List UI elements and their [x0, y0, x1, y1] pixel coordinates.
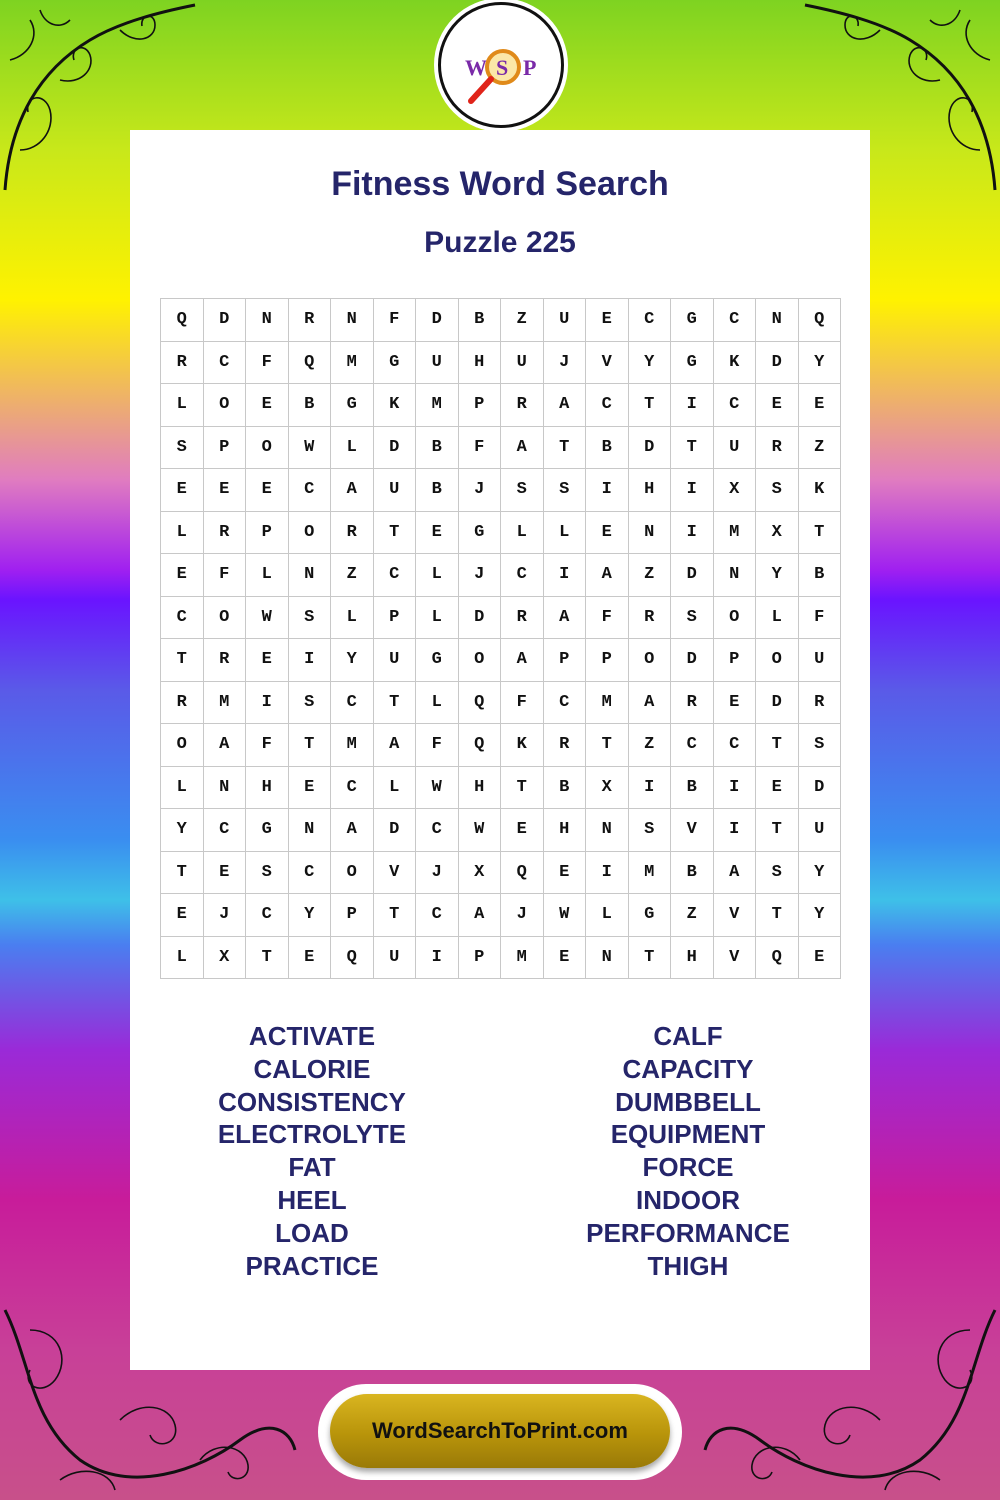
grid-cell[interactable]: E: [799, 384, 842, 427]
grid-cell[interactable]: B: [671, 852, 714, 895]
grid-cell[interactable]: L: [756, 597, 799, 640]
grid-cell[interactable]: F: [246, 342, 289, 385]
grid-cell[interactable]: L: [416, 682, 459, 725]
grid-cell[interactable]: H: [629, 469, 672, 512]
grid-cell[interactable]: B: [671, 767, 714, 810]
grid-cell[interactable]: T: [756, 809, 799, 852]
grid-cell[interactable]: D: [629, 427, 672, 470]
grid-cell[interactable]: Z: [629, 724, 672, 767]
grid-cell[interactable]: E: [161, 554, 204, 597]
grid-cell[interactable]: L: [501, 512, 544, 555]
grid-cell[interactable]: X: [459, 852, 502, 895]
grid-cell[interactable]: E: [161, 469, 204, 512]
grid-cell[interactable]: Y: [331, 639, 374, 682]
grid-cell[interactable]: X: [204, 937, 247, 980]
word-list-item: PRACTICE: [245, 1250, 379, 1281]
grid-cell[interactable]: D: [204, 299, 247, 342]
word-list-item: EQUIPMENT: [610, 1119, 766, 1150]
grid-cell[interactable]: U: [374, 469, 417, 512]
grid-cell[interactable]: A: [586, 554, 629, 597]
grid-cell[interactable]: M: [629, 852, 672, 895]
site-logo[interactable]: [438, 2, 564, 128]
grid-cell[interactable]: Q: [161, 299, 204, 342]
grid-cell[interactable]: T: [629, 384, 672, 427]
grid-cell[interactable]: P: [459, 937, 502, 980]
grid-cell[interactable]: D: [374, 427, 417, 470]
grid-cell[interactable]: W: [246, 597, 289, 640]
grid-cell[interactable]: I: [246, 682, 289, 725]
word-list-right: [523, 1020, 853, 1282]
grid-cell[interactable]: S: [756, 469, 799, 512]
grid-cell[interactable]: M: [331, 724, 374, 767]
grid-cell[interactable]: A: [501, 427, 544, 470]
grid-cell[interactable]: P: [204, 427, 247, 470]
grid-cell[interactable]: C: [416, 809, 459, 852]
grid-cell[interactable]: T: [289, 724, 332, 767]
grid-cell[interactable]: T: [756, 894, 799, 937]
grid-cell[interactable]: G: [671, 299, 714, 342]
grid-cell[interactable]: W: [289, 427, 332, 470]
grid-cell[interactable]: B: [544, 767, 587, 810]
grid-cell[interactable]: Y: [799, 852, 842, 895]
letter-grid: [160, 298, 841, 979]
grid-cell[interactable]: E: [246, 469, 289, 512]
grid-cell[interactable]: E: [161, 894, 204, 937]
grid-cell[interactable]: V: [714, 937, 757, 980]
grid-cell[interactable]: U: [799, 639, 842, 682]
logo-letter-s: S: [496, 55, 509, 80]
grid-cell[interactable]: L: [416, 554, 459, 597]
grid-cell[interactable]: T: [671, 427, 714, 470]
grid-cell[interactable]: Q: [459, 724, 502, 767]
grid-cell[interactable]: T: [161, 852, 204, 895]
grid-cell[interactable]: L: [586, 894, 629, 937]
grid-cell[interactable]: J: [544, 342, 587, 385]
grid-cell[interactable]: H: [544, 809, 587, 852]
grid-cell[interactable]: K: [714, 342, 757, 385]
grid-cell[interactable]: Q: [501, 852, 544, 895]
grid-cell[interactable]: B: [799, 554, 842, 597]
grid-cell[interactable]: F: [459, 427, 502, 470]
grid-cell[interactable]: S: [289, 682, 332, 725]
grid-cell[interactable]: S: [544, 469, 587, 512]
grid-cell[interactable]: O: [756, 639, 799, 682]
grid-cell[interactable]: Y: [799, 342, 842, 385]
grid-cell[interactable]: I: [671, 469, 714, 512]
grid-cell[interactable]: C: [586, 384, 629, 427]
grid-cell[interactable]: A: [629, 682, 672, 725]
grid-cell[interactable]: O: [204, 384, 247, 427]
grid-cell[interactable]: G: [459, 512, 502, 555]
grid-cell[interactable]: N: [714, 554, 757, 597]
grid-cell[interactable]: N: [586, 809, 629, 852]
grid-cell[interactable]: I: [544, 554, 587, 597]
grid-cell[interactable]: U: [714, 427, 757, 470]
grid-cell[interactable]: P: [374, 597, 417, 640]
grid-cell[interactable]: K: [501, 724, 544, 767]
grid-cell[interactable]: E: [289, 937, 332, 980]
grid-cell[interactable]: O: [289, 512, 332, 555]
grid-cell[interactable]: S: [289, 597, 332, 640]
word-list-item: CALF: [653, 1021, 723, 1051]
grid-cell[interactable]: S: [671, 597, 714, 640]
grid-cell[interactable]: L: [161, 767, 204, 810]
grid-cell[interactable]: Z: [799, 427, 842, 470]
grid-cell[interactable]: R: [161, 682, 204, 725]
grid-cell[interactable]: X: [714, 469, 757, 512]
grid-cell[interactable]: G: [331, 384, 374, 427]
grid-cell[interactable]: C: [161, 597, 204, 640]
grid-cell[interactable]: A: [331, 809, 374, 852]
grid-cell[interactable]: E: [544, 852, 587, 895]
grid-cell[interactable]: J: [416, 852, 459, 895]
grid-cell[interactable]: W: [544, 894, 587, 937]
grid-cell[interactable]: K: [374, 384, 417, 427]
grid-cell[interactable]: A: [204, 724, 247, 767]
grid-cell[interactable]: J: [459, 469, 502, 512]
grid-cell[interactable]: F: [799, 597, 842, 640]
word-list-item: PERFORMANCE: [586, 1217, 790, 1248]
grid-cell[interactable]: Z: [629, 554, 672, 597]
footer-badge: [322, 1388, 678, 1476]
grid-cell[interactable]: A: [544, 597, 587, 640]
grid-cell[interactable]: I: [671, 384, 714, 427]
grid-cell[interactable]: H: [459, 342, 502, 385]
word-list-item: ACTIVATE: [248, 1021, 376, 1051]
grid-cell[interactable]: C: [289, 469, 332, 512]
word-list-item: CALORIE: [253, 1053, 371, 1084]
grid-cell[interactable]: J: [501, 894, 544, 937]
grid-cell[interactable]: O: [714, 597, 757, 640]
grid-cell[interactable]: J: [204, 894, 247, 937]
grid-cell[interactable]: O: [161, 724, 204, 767]
grid-cell[interactable]: S: [161, 427, 204, 470]
grid-cell[interactable]: A: [501, 639, 544, 682]
grid-cell[interactable]: C: [204, 342, 247, 385]
grid-cell[interactable]: S: [501, 469, 544, 512]
grid-cell[interactable]: P: [544, 639, 587, 682]
grid-cell[interactable]: L: [161, 937, 204, 980]
grid-cell[interactable]: R: [799, 682, 842, 725]
grid-cell[interactable]: E: [756, 767, 799, 810]
grid-cell[interactable]: Q: [331, 937, 374, 980]
grid-cell[interactable]: C: [204, 809, 247, 852]
grid-cell[interactable]: C: [331, 682, 374, 725]
grid-cell[interactable]: N: [629, 512, 672, 555]
grid-cell[interactable]: S: [799, 724, 842, 767]
grid-cell[interactable]: O: [246, 427, 289, 470]
grid-cell[interactable]: A: [374, 724, 417, 767]
grid-cell[interactable]: Y: [629, 342, 672, 385]
grid-cell[interactable]: B: [416, 427, 459, 470]
grid-cell[interactable]: G: [374, 342, 417, 385]
grid-cell[interactable]: T: [374, 512, 417, 555]
grid-cell[interactable]: O: [331, 852, 374, 895]
grid-cell[interactable]: F: [204, 554, 247, 597]
grid-cell[interactable]: P: [246, 512, 289, 555]
logo-letter-w: W: [465, 55, 487, 80]
grid-cell[interactable]: E: [586, 512, 629, 555]
grid-cell[interactable]: S: [629, 809, 672, 852]
grid-cell[interactable]: I: [289, 639, 332, 682]
grid-cell[interactable]: T: [586, 724, 629, 767]
grid-cell[interactable]: J: [459, 554, 502, 597]
grid-cell[interactable]: R: [161, 342, 204, 385]
grid-cell[interactable]: K: [799, 469, 842, 512]
grid-cell[interactable]: A: [714, 852, 757, 895]
grid-cell[interactable]: U: [799, 809, 842, 852]
word-list-item: LOAD: [275, 1217, 349, 1248]
grid-cell[interactable]: Y: [756, 554, 799, 597]
grid-cell[interactable]: I: [586, 852, 629, 895]
grid-cell[interactable]: E: [756, 384, 799, 427]
grid-cell[interactable]: C: [629, 299, 672, 342]
grid-cell[interactable]: Z: [671, 894, 714, 937]
grid-cell[interactable]: C: [416, 894, 459, 937]
grid-cell[interactable]: V: [374, 852, 417, 895]
grid-cell[interactable]: Z: [501, 299, 544, 342]
grid-cell[interactable]: E: [586, 299, 629, 342]
grid-cell[interactable]: F: [586, 597, 629, 640]
grid-cell[interactable]: U: [374, 639, 417, 682]
grid-cell[interactable]: C: [246, 894, 289, 937]
grid-cell[interactable]: E: [289, 767, 332, 810]
grid-cell[interactable]: E: [204, 852, 247, 895]
grid-cell[interactable]: N: [246, 299, 289, 342]
grid-cell[interactable]: T: [246, 937, 289, 980]
grid-cell[interactable]: L: [331, 427, 374, 470]
word-list-item: FORCE: [642, 1152, 734, 1183]
grid-cell[interactable]: Y: [799, 894, 842, 937]
grid-cell[interactable]: M: [714, 512, 757, 555]
grid-cell[interactable]: T: [629, 937, 672, 980]
grid-cell[interactable]: X: [586, 767, 629, 810]
grid-cell[interactable]: M: [204, 682, 247, 725]
grid-cell[interactable]: I: [671, 512, 714, 555]
grid-cell[interactable]: V: [671, 809, 714, 852]
grid-cell[interactable]: L: [331, 597, 374, 640]
grid-cell[interactable]: C: [714, 299, 757, 342]
grid-cell[interactable]: N: [289, 809, 332, 852]
grid-cell[interactable]: F: [246, 724, 289, 767]
grid-cell[interactable]: H: [246, 767, 289, 810]
grid-cell[interactable]: Q: [459, 682, 502, 725]
grid-cell[interactable]: A: [331, 469, 374, 512]
grid-cell[interactable]: C: [714, 384, 757, 427]
grid-cell[interactable]: R: [204, 512, 247, 555]
grid-cell[interactable]: T: [799, 512, 842, 555]
grid-cell[interactable]: I: [629, 767, 672, 810]
grid-cell[interactable]: N: [331, 299, 374, 342]
grid-cell[interactable]: E: [544, 937, 587, 980]
grid-cell[interactable]: O: [629, 639, 672, 682]
footer-site-link[interactable]: WordSearchToPrint.com: [372, 1418, 628, 1443]
grid-cell[interactable]: I: [586, 469, 629, 512]
grid-cell[interactable]: C: [671, 724, 714, 767]
grid-cell[interactable]: U: [416, 342, 459, 385]
grid-cell[interactable]: P: [331, 894, 374, 937]
grid-cell[interactable]: R: [501, 384, 544, 427]
grid-cell[interactable]: R: [671, 682, 714, 725]
word-list-item: DUMBBELL: [615, 1086, 761, 1117]
grid-cell[interactable]: U: [501, 342, 544, 385]
grid-cell[interactable]: T: [161, 639, 204, 682]
grid-cell[interactable]: O: [204, 597, 247, 640]
grid-cell[interactable]: H: [671, 937, 714, 980]
grid-cell[interactable]: C: [331, 767, 374, 810]
grid-cell[interactable]: A: [459, 894, 502, 937]
grid-cell[interactable]: E: [246, 639, 289, 682]
grid-cell[interactable]: H: [459, 767, 502, 810]
grid-cell[interactable]: T: [374, 682, 417, 725]
grid-cell[interactable]: G: [416, 639, 459, 682]
grid-cell[interactable]: F: [416, 724, 459, 767]
grid-cell[interactable]: B: [289, 384, 332, 427]
grid-cell[interactable]: L: [544, 512, 587, 555]
grid-cell[interactable]: I: [714, 767, 757, 810]
page-title: Fitness Word Search: [331, 165, 669, 203]
grid-cell[interactable]: E: [799, 937, 842, 980]
word-list-item: INDOOR: [636, 1184, 740, 1215]
grid-cell[interactable]: B: [459, 299, 502, 342]
word-list-item: THIGH: [647, 1250, 729, 1281]
grid-cell[interactable]: T: [374, 894, 417, 937]
grid-cell[interactable]: Y: [289, 894, 332, 937]
grid-cell[interactable]: Q: [756, 937, 799, 980]
grid-cell[interactable]: D: [671, 554, 714, 597]
grid-cell[interactable]: I: [416, 937, 459, 980]
logo-letter-p: P: [523, 55, 537, 80]
grid-cell[interactable]: T: [501, 767, 544, 810]
grid-cell[interactable]: S: [756, 852, 799, 895]
grid-cell[interactable]: U: [374, 937, 417, 980]
grid-cell[interactable]: L: [374, 767, 417, 810]
grid-cell[interactable]: O: [459, 639, 502, 682]
grid-cell[interactable]: B: [416, 469, 459, 512]
grid-cell[interactable]: T: [544, 427, 587, 470]
grid-cell[interactable]: G: [246, 809, 289, 852]
puzzle-number: Puzzle 225: [424, 226, 576, 259]
grid-cell[interactable]: R: [544, 724, 587, 767]
grid-cell[interactable]: A: [544, 384, 587, 427]
grid-cell[interactable]: T: [756, 724, 799, 767]
grid-cell[interactable]: C: [714, 724, 757, 767]
grid-cell[interactable]: R: [289, 299, 332, 342]
grid-cell[interactable]: Z: [331, 554, 374, 597]
grid-cell[interactable]: D: [756, 682, 799, 725]
grid-cell[interactable]: X: [756, 512, 799, 555]
grid-cell[interactable]: Q: [289, 342, 332, 385]
grid-cell[interactable]: L: [416, 597, 459, 640]
grid-cell[interactable]: I: [714, 809, 757, 852]
grid-cell[interactable]: D: [459, 597, 502, 640]
grid-cell[interactable]: E: [204, 469, 247, 512]
grid-cell[interactable]: Y: [161, 809, 204, 852]
grid-cell[interactable]: W: [416, 767, 459, 810]
grid-cell[interactable]: R: [501, 597, 544, 640]
grid-cell[interactable]: N: [204, 767, 247, 810]
grid-cell[interactable]: E: [501, 809, 544, 852]
grid-cell[interactable]: R: [629, 597, 672, 640]
grid-cell[interactable]: S: [246, 852, 289, 895]
grid-cell[interactable]: B: [586, 427, 629, 470]
grid-cell[interactable]: R: [204, 639, 247, 682]
grid-cell[interactable]: R: [756, 427, 799, 470]
grid-cell[interactable]: M: [416, 384, 459, 427]
grid-cell[interactable]: N: [289, 554, 332, 597]
grid-cell[interactable]: C: [544, 682, 587, 725]
grid-cell[interactable]: C: [374, 554, 417, 597]
grid-cell[interactable]: P: [459, 384, 502, 427]
grid-cell[interactable]: D: [671, 639, 714, 682]
grid-cell[interactable]: L: [161, 512, 204, 555]
grid-cell[interactable]: M: [331, 342, 374, 385]
footer-link-button[interactable]: [330, 1394, 670, 1468]
grid-cell[interactable]: D: [756, 342, 799, 385]
word-list-item: CAPACITY: [622, 1053, 754, 1084]
grid-cell[interactable]: Q: [799, 299, 842, 342]
grid-cell[interactable]: E: [246, 384, 289, 427]
grid-cell[interactable]: W: [459, 809, 502, 852]
word-list-item: CONSISTENCY: [218, 1086, 406, 1117]
grid-cell[interactable]: M: [586, 682, 629, 725]
grid-cell[interactable]: D: [799, 767, 842, 810]
grid-cell[interactable]: N: [586, 937, 629, 980]
grid-cell[interactable]: R: [331, 512, 374, 555]
grid-cell[interactable]: U: [544, 299, 587, 342]
word-list-item: FAT: [288, 1152, 336, 1183]
grid-cell[interactable]: G: [629, 894, 672, 937]
grid-cell[interactable]: E: [416, 512, 459, 555]
grid-cell[interactable]: V: [586, 342, 629, 385]
word-list-left: [147, 1020, 477, 1282]
grid-cell[interactable]: G: [671, 342, 714, 385]
grid-cell[interactable]: D: [416, 299, 459, 342]
grid-cell[interactable]: P: [714, 639, 757, 682]
word-list-item: HEEL: [277, 1184, 347, 1215]
grid-cell[interactable]: F: [501, 682, 544, 725]
grid-cell[interactable]: V: [714, 894, 757, 937]
word-list-item: ELECTROLYTE: [217, 1119, 407, 1150]
grid-cell[interactable]: M: [501, 937, 544, 980]
grid-cell[interactable]: C: [289, 852, 332, 895]
grid-cell[interactable]: E: [714, 682, 757, 725]
grid-cell[interactable]: N: [756, 299, 799, 342]
grid-cell[interactable]: P: [586, 639, 629, 682]
grid-cell[interactable]: L: [161, 384, 204, 427]
grid-cell[interactable]: C: [501, 554, 544, 597]
grid-cell[interactable]: L: [246, 554, 289, 597]
grid-cell[interactable]: F: [374, 299, 417, 342]
grid-cell[interactable]: D: [374, 809, 417, 852]
